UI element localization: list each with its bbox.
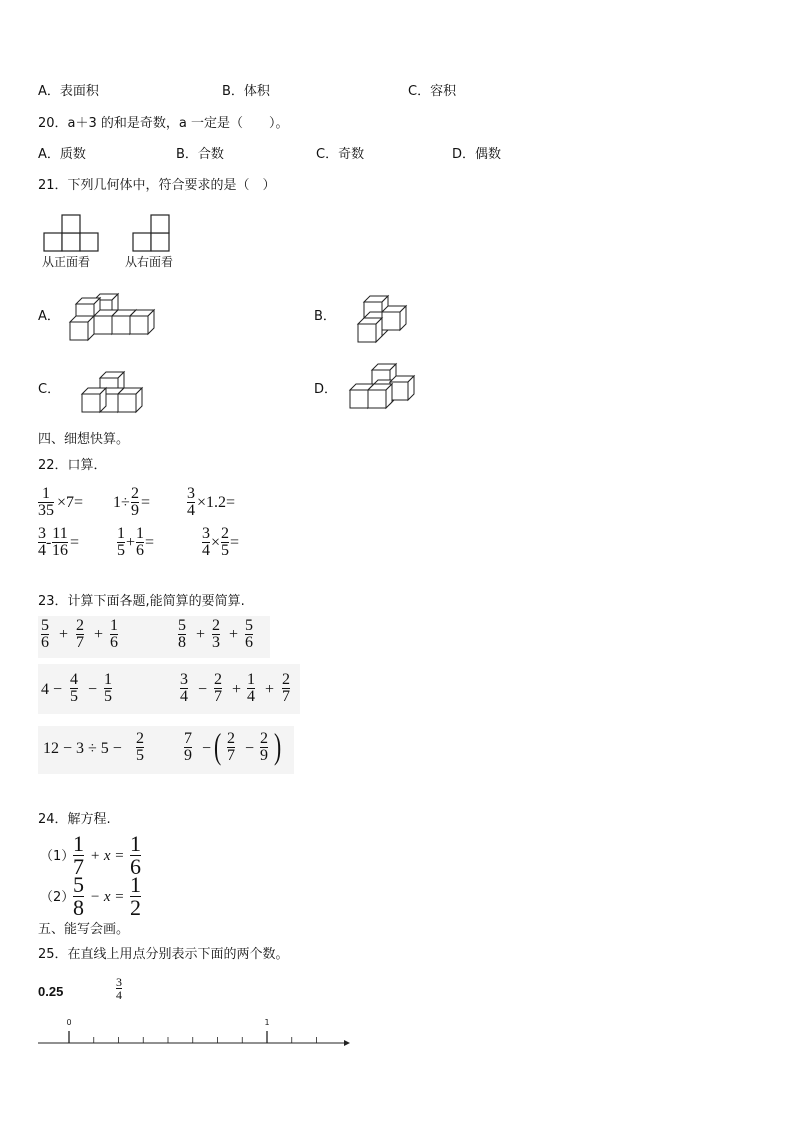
q25-stem: 25．在直线上用点分别表示下面的两个数。 bbox=[38, 947, 289, 962]
q24-eq1-middle: + x = bbox=[90, 848, 125, 864]
q22-r1-a-fraction bbox=[38, 486, 54, 519]
denominator: 9 bbox=[260, 747, 268, 764]
numerator: 2 bbox=[214, 671, 222, 688]
numerator: 2 bbox=[136, 730, 144, 747]
numerator: 3 bbox=[38, 525, 46, 542]
q22-r2-c-tail: = bbox=[230, 534, 240, 551]
cube-figure-b bbox=[356, 294, 406, 340]
denominator: 6 bbox=[245, 634, 253, 651]
denominator: 6 bbox=[136, 542, 144, 559]
numerator: 2 bbox=[260, 730, 268, 747]
cube-figure-c bbox=[80, 370, 150, 416]
numerator: 5 bbox=[178, 617, 186, 634]
q23-e6-op1: − bbox=[202, 740, 212, 757]
denominator: 5 bbox=[104, 688, 112, 705]
numerator: 5 bbox=[73, 872, 84, 897]
q23-e1-fraction1 bbox=[41, 618, 49, 651]
denominator: 9 bbox=[184, 747, 192, 764]
q24-eq2-fraction2 bbox=[130, 874, 141, 919]
denominator: 5 bbox=[221, 542, 229, 559]
q24-stem: 24．解方程. bbox=[38, 812, 111, 827]
q22-r2-a-operator: - bbox=[46, 534, 52, 551]
q23-e2-fraction2 bbox=[212, 618, 220, 651]
denominator: 7 bbox=[214, 688, 222, 705]
q23-e4-fraction1 bbox=[180, 672, 188, 705]
q23-e4-op1: − bbox=[198, 681, 208, 698]
q23-e4-op3: + bbox=[265, 681, 275, 698]
denominator: 7 bbox=[76, 634, 84, 651]
q23-e1-fraction3 bbox=[110, 618, 118, 651]
q23-e3-op1: − bbox=[88, 681, 98, 698]
denominator: 2 bbox=[130, 895, 141, 920]
numerator: 5 bbox=[41, 617, 49, 634]
front-view-figure bbox=[44, 215, 100, 253]
q23-e2-op1: + bbox=[196, 626, 206, 643]
numerator: 2 bbox=[76, 617, 84, 634]
numerator: 4 bbox=[70, 671, 78, 688]
numerator: 3 bbox=[180, 671, 188, 688]
q22-r1-c-tail: ×1.2= bbox=[197, 494, 236, 511]
numerator: 1 bbox=[136, 525, 144, 542]
denominator: 4 bbox=[202, 542, 210, 559]
q22-r2-b-operator: + bbox=[126, 534, 136, 551]
denominator: 5 bbox=[70, 688, 78, 705]
q20-option-a: A．质数 bbox=[38, 147, 86, 162]
q23-e6-fraction1 bbox=[184, 731, 192, 764]
q24-eq1-label: （1） bbox=[40, 849, 75, 864]
q22-r1-a-tail: ×7= bbox=[57, 494, 84, 511]
number-line-zero-label: 0 bbox=[66, 1018, 72, 1027]
cube-figure-d bbox=[348, 364, 418, 414]
q19-option-a: A．表面积 bbox=[38, 84, 99, 99]
q22-r2-b-fraction1 bbox=[117, 526, 125, 559]
numerator: 11 bbox=[52, 525, 68, 542]
numerator: 1 bbox=[110, 617, 118, 634]
q23-e1-op2: + bbox=[94, 626, 104, 643]
cube bbox=[368, 384, 392, 408]
denominator: 35 bbox=[38, 502, 54, 519]
q21-option-b: B． bbox=[314, 309, 336, 324]
q23-e4-fraction4 bbox=[282, 672, 290, 705]
q23-e2-op2: + bbox=[229, 626, 239, 643]
q22-r2-c-fraction1 bbox=[202, 526, 210, 559]
denominator: 7 bbox=[73, 854, 84, 879]
numerator: 1 bbox=[73, 831, 84, 856]
q25-number-fraction bbox=[116, 976, 122, 1001]
denominator: 5 bbox=[136, 747, 144, 764]
right-view-caption: 从右面看 bbox=[125, 255, 174, 269]
q23-e5-prefix: 12 − 3 ÷ 5 − bbox=[43, 740, 122, 757]
q22-r2-a-fraction1 bbox=[38, 526, 46, 559]
q23-e4-fraction2 bbox=[214, 672, 222, 705]
numerator: 1 bbox=[117, 525, 125, 542]
numerator: 3 bbox=[116, 975, 122, 989]
numerator: 2 bbox=[131, 485, 139, 502]
denominator: 4 bbox=[187, 502, 195, 519]
number-line-arrow-icon bbox=[344, 1040, 350, 1046]
cube bbox=[82, 388, 106, 412]
q22-r2-b-fraction2 bbox=[136, 526, 144, 559]
denominator: 4 bbox=[116, 988, 122, 1002]
q21-option-a: A． bbox=[38, 309, 60, 324]
numerator: 3 bbox=[187, 485, 195, 502]
front-view-caption: 从正面看 bbox=[42, 255, 91, 269]
right-view-figure bbox=[133, 215, 171, 253]
q23-e3-fraction2 bbox=[104, 672, 112, 705]
q20-option-d: D．偶数 bbox=[452, 147, 502, 162]
cube-figure-a bbox=[68, 292, 158, 342]
q22-stem: 22．口算． bbox=[38, 458, 107, 473]
cube bbox=[130, 310, 154, 334]
numerator: 1 bbox=[130, 872, 141, 897]
q23-e2-fraction1 bbox=[178, 618, 186, 651]
cube bbox=[390, 376, 414, 400]
q19-option-b: B．体积 bbox=[222, 84, 270, 99]
number-line-one-label: 1 bbox=[264, 1018, 270, 1027]
denominator: 6 bbox=[130, 854, 141, 879]
denominator: 7 bbox=[227, 747, 235, 764]
q25-number-decimal: 0.25 bbox=[38, 984, 64, 999]
cube bbox=[358, 318, 382, 342]
q23-stem: 23．计算下面各题,能简算的要简算. bbox=[38, 594, 245, 609]
denominator: 8 bbox=[178, 634, 186, 651]
q22-r1-b-tail: = bbox=[141, 494, 151, 511]
numerator: 1 bbox=[130, 831, 141, 856]
q22-r1-b-prefix: 1÷ bbox=[113, 494, 130, 511]
denominator: 4 bbox=[38, 542, 46, 559]
q19-option-c: C．容积 bbox=[408, 84, 457, 99]
cube bbox=[118, 388, 142, 412]
denominator: 4 bbox=[180, 688, 188, 705]
cube bbox=[70, 316, 94, 340]
denominator: 4 bbox=[247, 688, 255, 705]
q21-option-c: C． bbox=[38, 382, 61, 397]
number-line bbox=[36, 1016, 352, 1050]
q24-eq2-middle: − x = bbox=[90, 889, 125, 905]
numerator: 1 bbox=[42, 485, 50, 502]
q23-e3-prefix: 4 − bbox=[41, 681, 63, 698]
denominator: 3 bbox=[212, 634, 220, 651]
cube bbox=[382, 306, 406, 330]
denominator: 9 bbox=[131, 502, 139, 519]
denominator: 5 bbox=[117, 542, 125, 559]
denominator: 16 bbox=[52, 542, 68, 559]
q22-r1-b-fraction bbox=[131, 486, 139, 519]
q20-stem: 20．a＋3 的和是奇数，a 一定是（ ）。 bbox=[38, 116, 289, 131]
denominator: 7 bbox=[282, 688, 290, 705]
q22-r2-a-fraction2 bbox=[52, 526, 68, 559]
section4-heading: 四、细想快算。 bbox=[38, 432, 130, 447]
q24-eq2-label: （2） bbox=[40, 890, 75, 905]
q23-e4-fraction3 bbox=[247, 672, 255, 705]
numerator: 2 bbox=[212, 617, 220, 634]
q21-option-d: D． bbox=[314, 382, 338, 397]
q23-e6-op2: − bbox=[245, 740, 255, 757]
q23-e1-op1: + bbox=[59, 626, 69, 643]
q22-r2-c-fraction2 bbox=[221, 526, 229, 559]
q22-r2-c-operator: × bbox=[211, 534, 221, 551]
numerator: 1 bbox=[247, 671, 255, 688]
q23-e1-fraction2 bbox=[76, 618, 84, 651]
q24-eq2-fraction1 bbox=[73, 874, 84, 919]
section5-heading: 五、能写会画。 bbox=[38, 922, 130, 937]
q22-r2-b-tail: = bbox=[145, 534, 155, 551]
q23-e6-fraction3 bbox=[260, 731, 268, 764]
numerator: 2 bbox=[221, 525, 229, 542]
q23-e5-fraction1 bbox=[136, 731, 144, 764]
q20-option-b: B．合数 bbox=[176, 147, 224, 162]
denominator: 8 bbox=[73, 895, 84, 920]
numerator: 5 bbox=[245, 617, 253, 634]
numerator: 7 bbox=[184, 730, 192, 747]
numerator: 2 bbox=[227, 730, 235, 747]
numerator: 2 bbox=[282, 671, 290, 688]
q23-e2-fraction3 bbox=[245, 618, 253, 651]
numerator: 1 bbox=[104, 671, 112, 688]
denominator: 6 bbox=[41, 634, 49, 651]
q21-stem: 21．下列几何体中，符合要求的是（ ） bbox=[38, 178, 276, 193]
q23-e6-right-paren: ) bbox=[274, 726, 282, 766]
q22-r1-c-fraction bbox=[187, 486, 195, 519]
q22-r2-a-tail: = bbox=[70, 534, 80, 551]
denominator: 6 bbox=[110, 634, 118, 651]
q23-e6-left-paren: ( bbox=[214, 726, 222, 766]
q23-e4-op2: + bbox=[232, 681, 242, 698]
numerator: 3 bbox=[202, 525, 210, 542]
q20-option-c: C．奇数 bbox=[316, 147, 365, 162]
q23-e6-fraction2 bbox=[227, 731, 235, 764]
q23-e3-fraction1 bbox=[70, 672, 78, 705]
